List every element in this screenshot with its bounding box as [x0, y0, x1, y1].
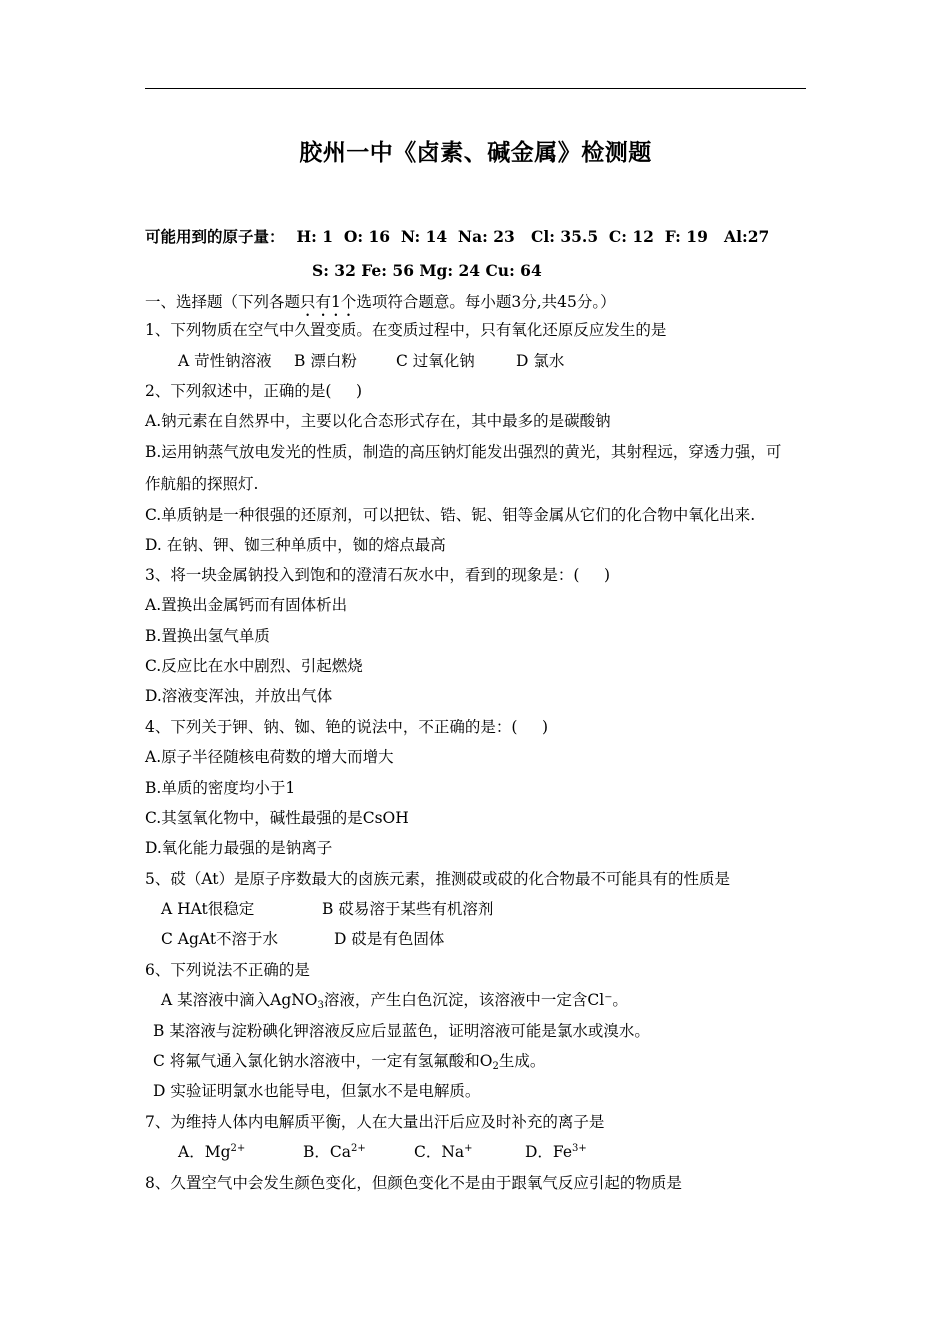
- q1-stem: 1、下列物质在空气中久置变质。在变质过程中，只有氧化还原反应发生的是: [145, 321, 667, 339]
- header-rule: [145, 88, 806, 89]
- section1-prefix: 一、选择题（下列各题: [145, 293, 301, 311]
- q4-stem: 4、下列关于钾、钠、铷、铯的说法中，不正确的是：( ): [145, 718, 549, 736]
- q7-option-c: C．Na+: [414, 1143, 473, 1161]
- q7-option-b: B．$Ca^{2+}$: [303, 1143, 366, 1161]
- atomic-masses-line2: S: 32 Fe: 56 Mg: 24 Cu: 64: [312, 261, 542, 280]
- q7-stem: 7、为维持人体内电解质平衡，人在大量出汗后应及时补充的离子是: [145, 1113, 605, 1131]
- q2-option-a: A.钠元素在自然界中，主要以化合态形式存在，其中最多的是碳酸钠: [145, 412, 611, 430]
- q6-option-c: C 将氟气通入氯化钠水溶液中，一定有氢氟酸和$O_2$生成。: [153, 1052, 546, 1072]
- section1-suffix: 选项符合题意。每小题3分,共45分。）: [356, 293, 616, 311]
- q7-options: [178, 1142, 587, 1162]
- q3-option-d: D.溶液变浑浊，并放出气体: [145, 687, 333, 705]
- q2-option-c: C.单质钠是一种很强的还原剂，可以把钛、锆、铌、钼等金属从它们的化合物中氧化出来.: [145, 506, 756, 524]
- q4-option-c: C.其氢氧化物中，碱性最强的是CsOH: [145, 809, 409, 827]
- q3-option-b: B.置换出氢气单质: [145, 627, 270, 645]
- q5-option-b: B 砹易溶于某些有机溶剂: [322, 900, 494, 918]
- q5-option-d: D 砹是有色固体: [334, 930, 445, 948]
- q1-option-d: D 氯水: [516, 352, 565, 370]
- q3-option-c: C.反应比在水中剧烈、引起燃烧: [145, 657, 363, 675]
- q5-options-row1: [161, 899, 493, 919]
- q5-options-row2: [161, 929, 444, 949]
- q1-option-c: C 过氧化钠: [396, 352, 475, 370]
- section1-emphasis: 只有1个: [300, 293, 357, 311]
- atomic-masses-line1: [145, 227, 769, 247]
- page-title: 胶州一中《卤素、碱金属》检测题: [299, 140, 652, 166]
- q5-option-a: A HAt很稳定: [161, 900, 255, 918]
- atomic-masses-values-1: H: 1 O: 16 N: 14 Na: 23 Cl: 35.5 C: 12 F: 19 Al:27: [296, 227, 770, 246]
- q2-option-b-line1: B.运用钠蒸气放电发光的性质，制造的高压钠灯能发出强烈的黄光，其射程远，穿透力强，可: [145, 443, 782, 461]
- q5-stem: 5、砹（At）是原子序数最大的卤族元素，推测砹或砹的化合物最不可能具有的性质是: [145, 870, 731, 888]
- q2-option-b-line2: 作航船的探照灯.: [145, 475, 259, 493]
- q3-option-a: A.置换出金属钙而有固体析出: [145, 596, 348, 614]
- q6-stem: 6、下列说法不正确的是: [145, 961, 310, 979]
- q6-option-d: D 实验证明氯水也能导电，但氯水不是电解质。: [153, 1082, 481, 1100]
- q7-option-a: A．$Mg^{2+}$: [178, 1143, 246, 1161]
- q2-option-d: D. 在钠、钾、铷三种单质中，铷的熔点最高: [145, 536, 446, 554]
- q2-stem: 2、下列叙述中，正确的是( ): [145, 382, 363, 400]
- q4-option-a: A.原子半径随核电荷数的增大而增大: [145, 748, 394, 766]
- q6-option-a: A 某溶液中滴入AgNO$_3$溶液，产生白色沉淀，该溶液中一定含Cl⁻。: [161, 991, 628, 1011]
- atomic-masses-label: 可能用到的原子量：: [145, 228, 285, 246]
- q1-option-b: B 漂白粉: [294, 352, 357, 370]
- q7-option-d: D．$Fe^{3+}$: [525, 1143, 587, 1161]
- q5-option-c: C AgAt不溶于水: [161, 930, 279, 948]
- section1-heading: [145, 292, 616, 320]
- q1-options: [178, 351, 564, 371]
- q6-option-b: B 某溶液与淀粉碘化钾溶液反应后显蓝色，证明溶液可能是氯水或溴水。: [153, 1022, 650, 1040]
- q4-option-b: B.单质的密度均小于1: [145, 779, 296, 797]
- q1-option-a: A 苛性钠溶液: [178, 352, 272, 370]
- q8-stem: 8、久置空气中会发生颜色变化，但颜色变化不是由于跟氧气反应引起的物质是: [145, 1174, 682, 1192]
- q3-stem: 3、将一块金属钠投入到饱和的澄清石灰水中，看到的现象是：( ): [145, 566, 611, 584]
- q4-option-d: D.氧化能力最强的是钠离子: [145, 839, 333, 857]
